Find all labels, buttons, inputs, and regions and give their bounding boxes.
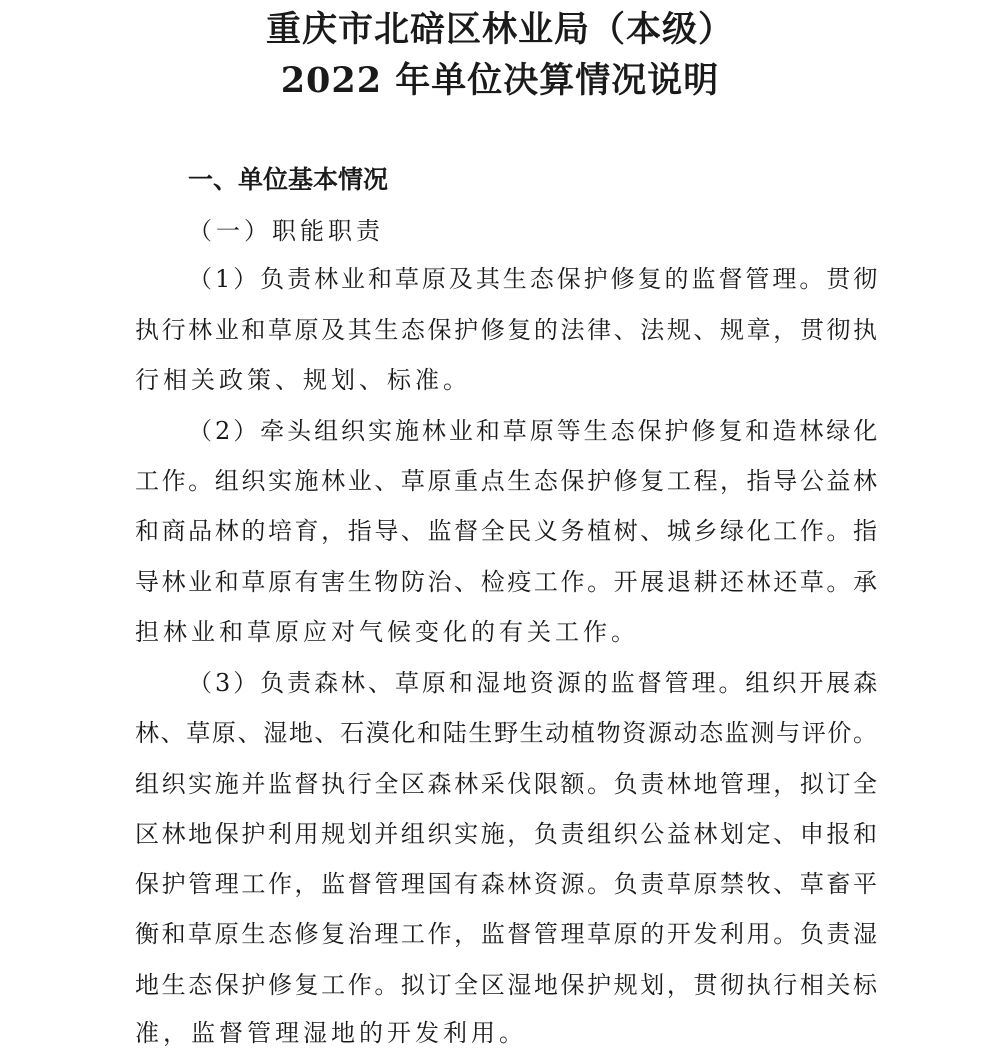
- paragraph-1-line-3: 行相关政策、规划、标准。: [135, 366, 471, 394]
- paragraph-1-line-1: （1）负责林业和草原及其生态保护修复的监督管理。贯彻: [188, 265, 881, 293]
- document-title-line-1: 重庆市北碚区林业局（本级）: [265, 9, 734, 50]
- paragraph-2-line-4: 导林业和草原有害生物防治、检疫工作。开展退耕还林还草。承: [135, 568, 880, 596]
- paragraph-3-line-1: （3）负责森林、草原和湿地资源的监督管理。组织开展森: [188, 669, 881, 697]
- paragraph-2-line-2: 工作。组织实施林业、草原重点生态保护修复工程，指导公益林: [135, 467, 880, 495]
- paragraph-2-line-5: 担林业和草原应对气候变化的有关工作。: [135, 618, 639, 646]
- subsection-heading: （一）职能职责: [188, 217, 384, 245]
- paragraph-3-line-6: 衡和草原生态修复治理工作，监督管理草原的开发利用。负责湿: [135, 920, 880, 948]
- paragraph-3-line-4: 区林地保护利用规划并组织实施，负责组织公益林划定、申报和: [135, 820, 880, 848]
- document-title-line-2: 2022 年单位决算情况说明: [280, 60, 720, 101]
- paragraph-3-line-7: 地生态保护修复工作。拟订全区湿地保护规划，贯彻执行相关标: [135, 971, 880, 999]
- paragraph-1-line-2: 执行林业和草原及其生态保护修复的法律、法规、规章，贯彻执: [135, 316, 880, 344]
- paragraph-3-line-8: 准，监督管理湿地的开发利用。: [135, 1019, 527, 1047]
- section-heading: 一、单位基本情况: [188, 165, 389, 194]
- paragraph-3-line-3: 组织实施并监督执行全区森林采伐限额。负责林地管理，拟订全: [135, 770, 880, 798]
- paragraph-3-line-5: 保护管理工作，监督管理国有森林资源。负责草原禁牧、草畜平: [135, 870, 880, 898]
- paragraph-3-line-2: 林、草原、湿地、石漠化和陆生野生动植物资源动态监测与评价。: [135, 719, 879, 747]
- paragraph-2-line-1: （2）牵头组织实施林业和草原等生态保护修复和造林绿化: [188, 417, 881, 445]
- paragraph-2-line-3: 和商品林的培育，指导、监督全民义务植树、城乡绿化工作。指: [135, 517, 880, 545]
